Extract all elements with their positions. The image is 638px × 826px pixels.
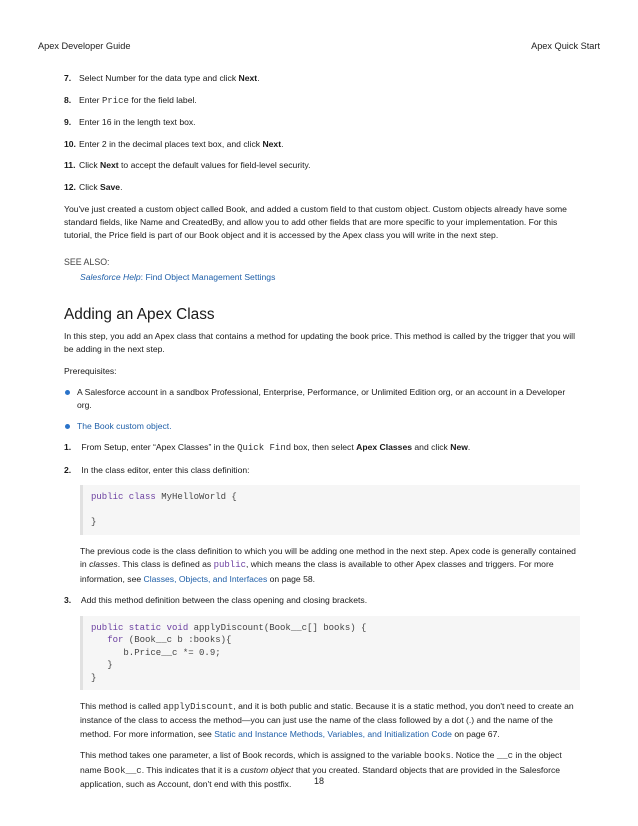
quick-find-code: Quick Find (237, 443, 292, 453)
step-bold-action: Next (100, 160, 119, 171)
see-also-link[interactable] (80, 272, 580, 282)
step-item: 8. Enter Price for the field label. (64, 94, 197, 106)
step-bold-action: Next (262, 138, 282, 149)
step-number: 2. (64, 464, 72, 475)
step-bold-action: Next (238, 73, 258, 83)
step-number: 10. (64, 138, 76, 149)
page-number: 18 (313, 776, 324, 786)
suffix-code: __c (496, 751, 514, 762)
apply-discount-code: applyDiscount (163, 702, 234, 712)
steps-list-top (64, 72, 580, 194)
see-also-label: SEE ALSO: (64, 256, 110, 267)
step-item: 10. Enter 2 in the decimal places text box, and click Next. (64, 138, 284, 149)
step-item: 9. Enter 16 in the length text box. (64, 117, 196, 128)
section-heading: Adding an Apex Class (64, 305, 215, 323)
step-item: 7. Select Number for the data type and click Next. (64, 73, 260, 83)
header-guide-title: Apex Developer Guide (38, 41, 131, 51)
page-content (64, 72, 580, 799)
prereq-bullet-book-link[interactable]: The Book custom object. (64, 420, 580, 433)
step-2: 2. In the class editor, enter this class definition: (64, 464, 250, 475)
field-label-code: Price (101, 95, 129, 106)
prerequisites-label: Prerequisites: (64, 365, 117, 376)
step-number: 1. (64, 442, 72, 452)
parameter-paragraph: This method takes one parameter, a list of Book records, which is assigned to the variable books. Notice the __c in the object name Book__c. This indicates that it is a custom object that you created. Standard objects that are provided in the Salesforce application, such as Account, don't end with this postfix. (80, 750, 562, 790)
section-intro: In this step, you add an Apex class that contains a method for updating the book price. This method is called by the trigger that you will be adding in the next step. (64, 330, 575, 355)
see-also-link-italic: Salesforce Help (80, 271, 141, 282)
step-item: 11. Click Next to accept the default values for field-level security. (64, 160, 311, 171)
step-item: 12. Click Save. (64, 181, 123, 192)
step-number: 9. (64, 117, 72, 128)
new-bold: New (450, 442, 468, 452)
code-block-apply-discount: public static void applyDiscount(Book__c[] books) { for (Book__c b :books){ b.Price__c *= 0.9; } } (80, 616, 580, 691)
step-1: 1. From Setup, enter “Apex Classes” in the Quick Find box, then select Apex Classes and click New. (64, 442, 471, 453)
step-bold-action: Save (100, 181, 121, 192)
step-number: 12. (64, 181, 76, 192)
public-code: public (213, 560, 246, 571)
see-also-link-text: : Find Object Management Settings (140, 271, 276, 282)
step-number: 11. (64, 160, 76, 171)
class-definition-paragraph: The previous code is the class definition to which you will be adding one method in the next step. Apex code is generally contained in classes. This class is defined as public, which means the class is available to other Apex classes and triggers. For more information, see Classes, Objects, and Interfaces on page 58. (80, 545, 576, 584)
prereq-bullet-account: A Salesforce account in a sandbox Professional, Enterprise, Performance, or Unlimited Edition org, or an account in a Developer org. (64, 386, 580, 412)
book-object-code: Book__c (103, 765, 142, 776)
header-section-title: Apex Quick Start (531, 41, 600, 51)
step-3: 3. Add this method definition between the class opening and closing brackets. (64, 594, 368, 605)
apply-discount-paragraph: This method is called applyDiscount, and it is both public and static. Because it is a static method, you don't need to create an instance of the class to access the method—you can just use the name of the class followed by a dot (.) and the name of the method. For more information, see Static and Instance Methods, Variables, and Initialization Code on page 67. (80, 701, 574, 739)
step-number: 8. (64, 94, 72, 105)
step-number: 7. (64, 73, 72, 83)
static-instance-link[interactable]: Static and Instance Methods, Variables, and Initialization Code (214, 728, 452, 739)
books-code: books (423, 751, 451, 762)
classes-objects-interfaces-link[interactable]: Classes, Objects, and Interfaces (143, 573, 268, 584)
summary-paragraph: You've just created a custom object called Book, and added a custom field to that custom object. Custom objects already have some standard fields, like Name and CreatedBy, and allow you to add other fields that are more specific to your implementation. For this tutorial, the Price field is part of our Book object and it is accessed by the Apex class you will write in the next step. (64, 203, 567, 241)
step-number: 3. (64, 594, 72, 605)
apex-classes-bold: Apex Classes (356, 442, 413, 452)
code-block-class-definition: public class MyHelloWorld { } (80, 485, 580, 535)
